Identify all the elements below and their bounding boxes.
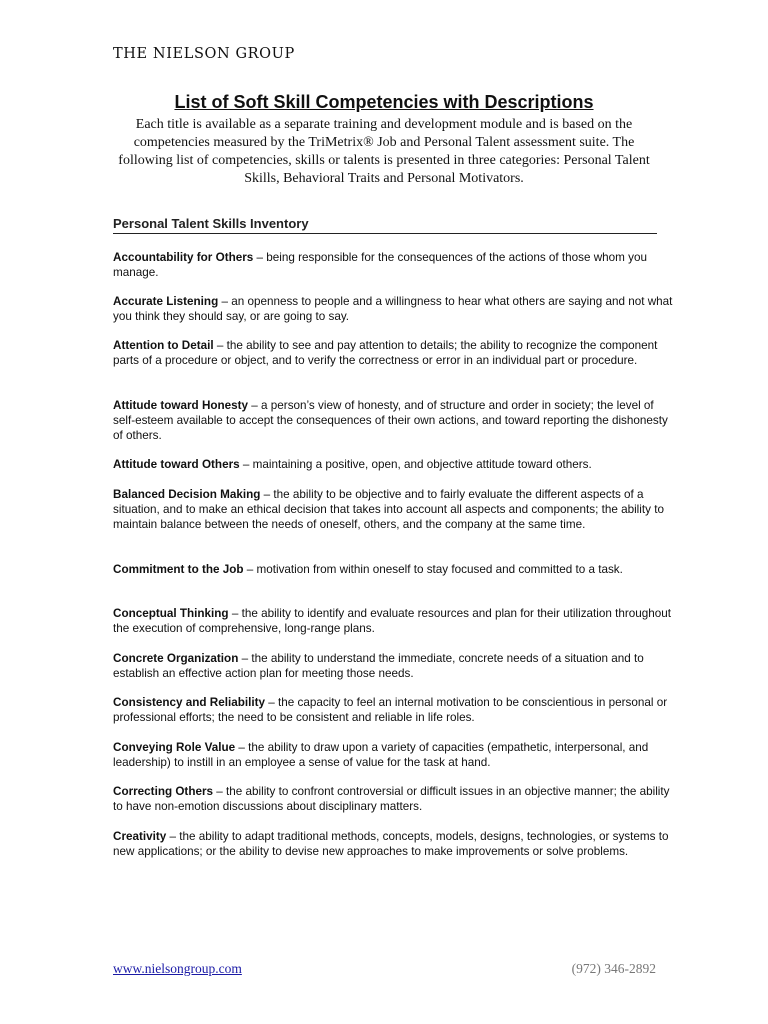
skill-name: Accurate Listening xyxy=(113,295,219,308)
skill-name: Attitude toward Others xyxy=(113,458,240,471)
skill-description: – an openness to people and a willingness to hear what others are saying and not what you think they should say, or are going to say. xyxy=(113,295,673,323)
skill-description: – the ability to see and pay attention to details; the ability to recognize the component parts of a procedure or object, and to verify the correctness or error in an individual part or procedure. xyxy=(113,339,658,367)
skill-description: – a person’s view of honesty, and of structure and order in society; the level of self-esteem available to accept the consequences of their own actions, and toward reporting the dishonesty of others. xyxy=(113,399,668,442)
skill-item xyxy=(113,562,673,577)
skill-item xyxy=(113,606,673,636)
skill-item xyxy=(113,457,673,472)
skill-description: – the ability to confront controversial or difficult issues in an objective manner; the ability to have non-emotion discussions about disciplinary matters. xyxy=(113,785,670,813)
skill-name: Attention to Detail xyxy=(113,339,214,352)
skill-description: – motivation from within oneself to stay focused and committed to a task. xyxy=(243,563,623,576)
document-title: List of Soft Skill Competencies with Descriptions xyxy=(174,92,594,112)
skill-description: – the capacity to feel an internal motivation to be conscientious in personal or professional efforts; the need to be consistent and reliable in life roles. xyxy=(113,696,668,724)
skill-name: Creativity xyxy=(113,830,167,843)
skill-description: – the ability to adapt traditional methods, concepts, models, designs, technologies, or systems to new applications; or the ability to devise new approaches to make improvements or solve problems. xyxy=(113,830,669,858)
skill-item xyxy=(113,250,673,280)
skill-description: – the ability to be objective and to fairly evaluate the different aspects of a situation, and to make an ethical decision that takes into account all aspects and components; the ability to maintain balance between the needs of oneself, others, and the company at the same time. xyxy=(113,488,664,531)
phone-number: (972) 346-2892 xyxy=(571,961,656,976)
skill-name: Conceptual Thinking xyxy=(113,607,229,620)
skill-name: Balanced Decision Making xyxy=(113,488,261,501)
skill-name: Commitment to the Job xyxy=(113,563,244,576)
skill-item xyxy=(113,829,673,859)
intro-paragraph: Each title is available as a separate training and development module and is based on the competencies measured by the TriMetrix® Job and Personal Talent assessment suite. The following list of competencies, skills or talents is presented in three categories: Personal Talent Skills, Behavioral Traits and Personal Motivators. xyxy=(118,117,650,186)
skill-description: – being responsible for the consequences of the actions of those whom you manage. xyxy=(113,251,648,279)
skill-item xyxy=(113,695,673,725)
skill-item xyxy=(113,784,673,814)
skill-name: Attitude toward Honesty xyxy=(113,399,249,412)
skill-item xyxy=(113,487,673,532)
skill-name: Consistency and Reliability xyxy=(113,696,265,709)
skill-item xyxy=(113,740,673,770)
skill-item xyxy=(113,294,673,324)
skill-item xyxy=(113,651,673,681)
skill-description: – maintaining a positive, open, and objective attitude toward others. xyxy=(239,458,592,471)
skill-name: Accountability for Others xyxy=(113,251,254,264)
skill-item xyxy=(113,398,673,443)
company-name: THE NIELSON GROUP xyxy=(113,46,295,62)
skill-name: Concrete Organization xyxy=(113,652,239,665)
skill-item xyxy=(113,338,673,368)
skill-name: Correcting Others xyxy=(113,785,214,798)
website-link[interactable]: www.nielsongroup.com xyxy=(113,961,242,976)
skill-description: – the ability to identify and evaluate resources and plan for their utilization throughout the execution of comprehensive, long-range plans. xyxy=(113,607,672,635)
skill-description: – the ability to understand the immediate, concrete needs of a situation and to establish an effective action plan for meeting those needs. xyxy=(113,652,644,680)
skill-description: – the ability to draw upon a variety of capacities (empathetic, interpersonal, and leadership) to instill in an employee a sense of value for the task at hand. xyxy=(113,741,649,769)
section-heading: Personal Talent Skills Inventory xyxy=(113,216,657,234)
skill-name: Conveying Role Value xyxy=(113,741,236,754)
